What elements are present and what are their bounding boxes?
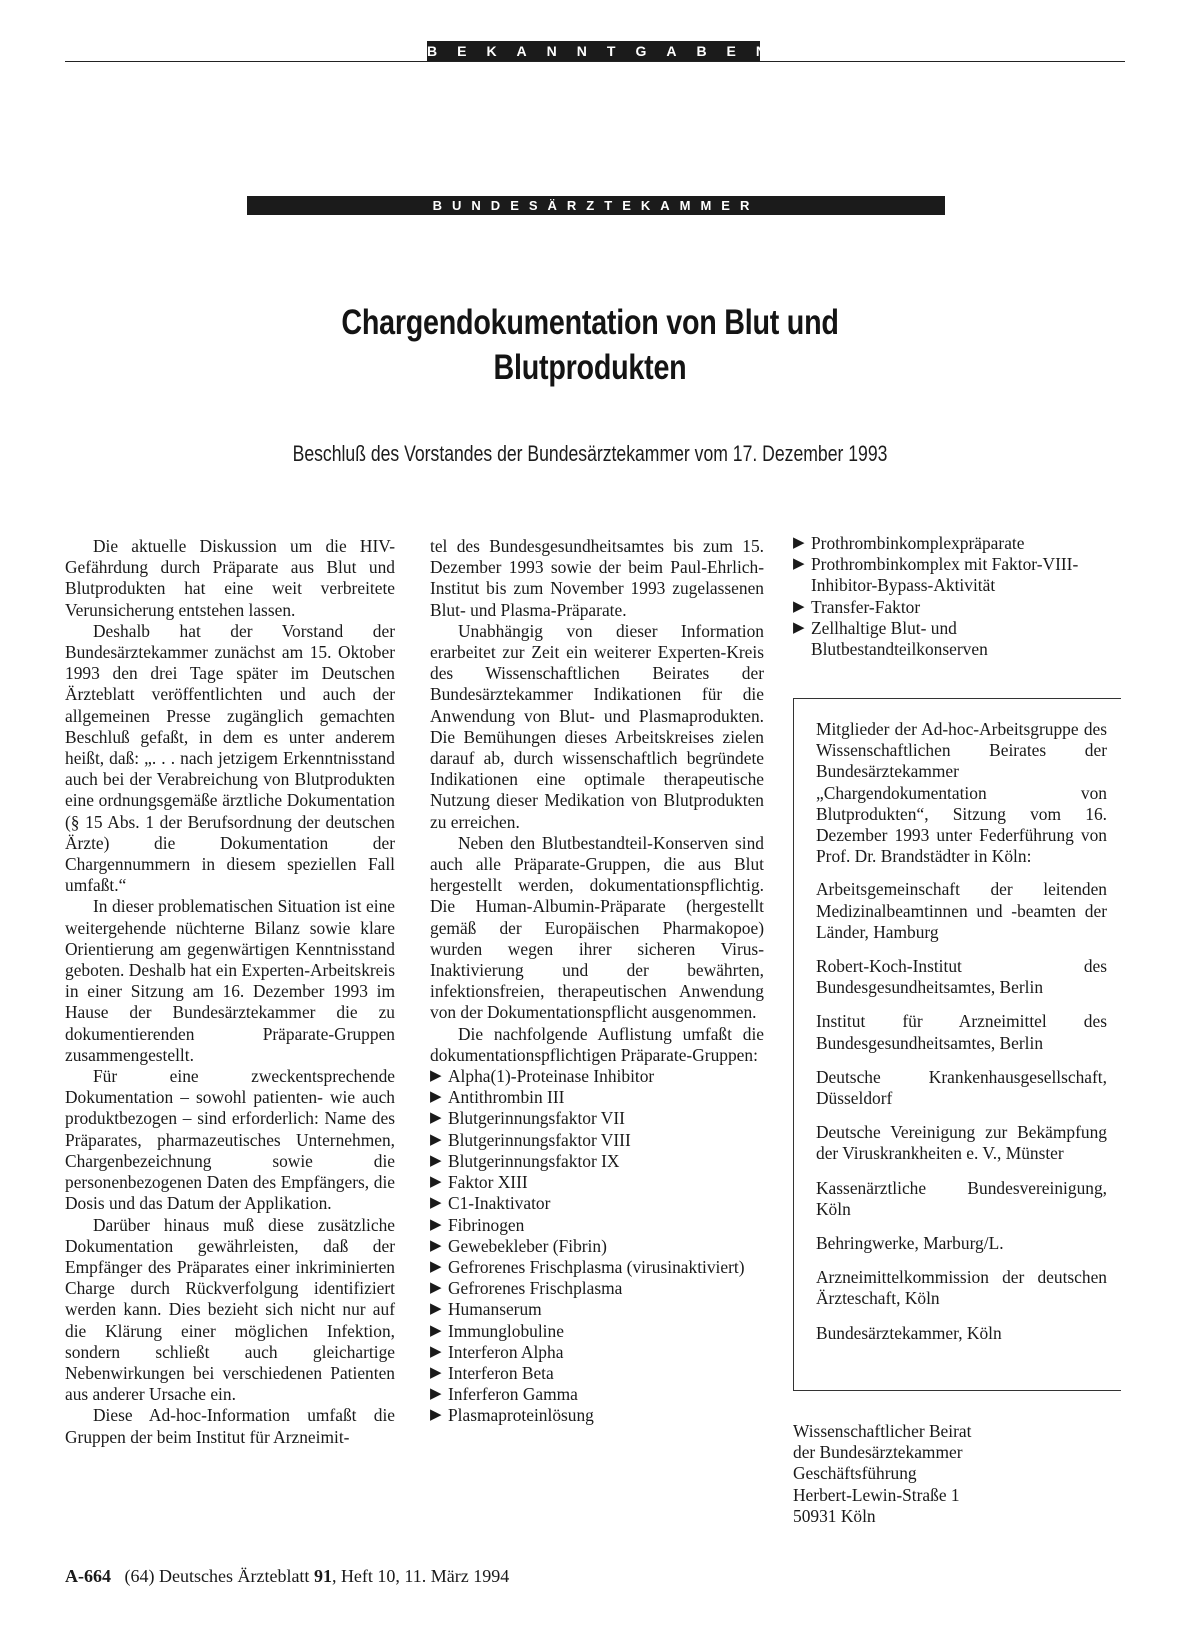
article-title [270, 300, 910, 390]
list-item-label: Gefrorenes Frischplasma (virusinaktiviert) [448, 1256, 745, 1277]
list-item-label: Antithrombin III [448, 1087, 565, 1108]
triangle-bullet-icon: ▶ [430, 1174, 442, 1191]
list-item [430, 1236, 764, 1257]
triangle-bullet-icon: ▶ [430, 1322, 442, 1339]
article-subtitle: Beschluß des Vorstandes der Bundesärztekammer vom 17. Dezember 1993 [292, 441, 888, 466]
list-item-label: Prothrombinkomplexpräparate [811, 533, 1025, 553]
signature-line: 50931 Köln [793, 1505, 876, 1526]
list-item-label: Transfer-Faktor [811, 596, 921, 617]
working-group-box [793, 698, 1121, 1391]
list-item-label: Humanserum [448, 1299, 542, 1320]
list-item-label: Gewebekleber (Fibrin) [448, 1235, 607, 1256]
member-item: Arbeitsgemeinschaft der leitenden Medizinalbeamtinnen und -beamten der Länder, Hamburg [816, 879, 1107, 942]
volume-number: 91 [313, 1566, 332, 1586]
signature-line: Herbert-Lewin-Straße 1 [793, 1484, 960, 1505]
list-item [430, 1257, 764, 1278]
member-item: Behringwerke, Marburg/L. [816, 1233, 1004, 1254]
triangle-bullet-icon: ▶ [430, 1343, 442, 1360]
list-item [430, 1066, 764, 1087]
list-item [793, 618, 1123, 660]
section-header-bekanntgaben: BEKANNTGABEN [427, 43, 786, 59]
triangle-bullet-icon: ▶ [430, 1110, 442, 1127]
list-item-label: Plasmaproteinlösung [448, 1405, 594, 1426]
paragraph-continuation: tel des Bundesgesundheitsamtes bis zum 15. Dezember 1993 sowie der beim Paul-Ehrlich-Institut bis zum November 1993 zugelassenen Blut- und Plasma-Präparate. [430, 536, 764, 620]
list-item [430, 1321, 764, 1342]
list-item-label: Interferon Alpha [448, 1341, 564, 1362]
signature-block [793, 1421, 1123, 1527]
member-item: Arzneimittelkommission der deutschen Ärzteschaft, Köln [816, 1267, 1107, 1309]
list-item-label: C1-Inaktivator [448, 1193, 551, 1214]
list-item-label: Interferon Beta [448, 1362, 554, 1383]
paragraph: Darüber hinaus muß diese zusätzliche Dokumentation gewährleisten, daß der Empfänger des Präparates einer inkriminierten Charge durch Rückverfolgung identifiziert werden kann. Dies bezieht sich nicht nur auf die Klärung einer möglichen Infektion, sondern schließt auch gleichartige Nebenwirkungen bei verschiedenen Patienten aus anderer Ursache ein. [65, 1214, 395, 1405]
list-item-label: Alpha(1)-Proteinase Inhibitor [448, 1066, 655, 1087]
list-item [430, 1108, 764, 1129]
paragraph: Diese Ad-hoc-Information umfaßt die Gruppen der beim Institut für Arzneimit- [65, 1405, 395, 1447]
list-item-label: Prothrombinkomplex mit Faktor-VIII-Inhibitor-Bypass-Aktivität [811, 554, 1079, 596]
paragraph: Die aktuelle Diskussion um die HIV-Gefährdung durch Präparate aus Blut und Blutprodukten hat eine weit verbreitete Verunsicherung entstehen lassen. [65, 536, 395, 620]
list-item-label: Blutgerinnungsfaktor VIII [448, 1129, 631, 1150]
signature-line: Wissenschaftlicher Beirat [793, 1421, 972, 1441]
member-item: Bundesärztekammer, Köln [816, 1322, 1002, 1343]
list-item-label: Inferferon Gamma [448, 1384, 578, 1405]
signature-line: der Bundesärztekammer [793, 1442, 963, 1463]
triangle-bullet-icon: ▶ [430, 1216, 442, 1233]
list-item-label: Blutgerinnungsfaktor IX [448, 1150, 620, 1171]
signature-line: Geschäftsführung [793, 1463, 917, 1484]
member-item: Kassenärztliche Bundesvereinigung, Köln [816, 1177, 1107, 1219]
working-group-intro: Mitglieder der Ad-hoc-Arbeitsgruppe des Wissenschaftlichen Beirates der Bundesärztekammer „Chargendokumentation von Blutprodukten“, Sitzung vom 16. Dezember 1993 unter Federführung von Prof. Dr. Brandstädter in Köln: [816, 719, 1107, 867]
list-item-label: Immunglobuline [448, 1320, 564, 1341]
article-title-line1: Chargendokumentation von Blut und [341, 303, 839, 342]
member-item: Deutsche Vereinigung zur Bekämpfung der Viruskrankheiten e. V., Münster [816, 1122, 1107, 1164]
column-2 [430, 536, 764, 1427]
section-header-bundesaerztekammer: BUNDESÄRZTEKAMMER [247, 196, 945, 215]
paragraph: Deshalb hat der Vorstand der Bundesärztekammer zunächst am 15. Oktober 1993 den drei Tage später im Deutschen Ärzteblatt veröffentlichten und auch der allgemeinen Presse zugänglich gemachten Beschluß gefaßt, in dem es unter anderem heißt, daß: „. . . nach jetzigem Erkenntnisstand auch bei der Verabreichung von Blutprodukten eine ordnungsgemäße ärztliche Dokumentation (§ 15 Abs. 1 der Berufsordnung der deutschen Ärzte) die Dokumentation der Chargennummern in diesem speziellen Fall umfaßt.“ [65, 620, 395, 896]
triangle-bullet-icon: ▶ [430, 1407, 442, 1424]
triangle-bullet-icon: ▶ [793, 535, 805, 551]
triangle-bullet-icon: ▶ [430, 1301, 442, 1318]
paragraph: In dieser problematischen Situation ist eine weitergehende nüchterne Bilanz sowie klare Orientierung am gegenwärtigen Kenntnisstand geboten. Deshalb hat ein Experten-Arbeitskreis in einer Sitzung am 16. Dezember 1993 im Hause der Bundesärztekammer die zu dokumentierenden Präparate-Gruppen zusammengestellt. [65, 896, 395, 1065]
list-item-label: Gefrorenes Frischplasma [448, 1278, 623, 1299]
list-item [430, 1278, 764, 1299]
list-item [430, 1342, 764, 1363]
list-item [430, 1215, 764, 1236]
list-item-label: Zellhaltige Blut- und Blutbestandteilkonserven [811, 617, 988, 660]
triangle-bullet-icon: ▶ [430, 1258, 442, 1275]
column-1 [65, 536, 395, 1448]
list-item-label: Blutgerinnungsfaktor VII [448, 1108, 625, 1129]
member-item: Institut für Arzneimittel des Bundesgesundheitsamtes, Berlin [816, 1011, 1107, 1053]
triangle-bullet-icon: ▶ [430, 1068, 442, 1085]
triangle-bullet-icon: ▶ [793, 619, 805, 636]
paragraph: Für eine zweckentsprechende Dokumentation – sowohl patienten- wie auch produktbezogen – sind erforderlich: Name des Präparates, pharmazeutisches Unternehmen, Chargenbezeichnung sowie die personenbezogenen Daten des Empfängers, die Dosis und das Datum der Applikation. [65, 1066, 395, 1214]
list-item [430, 1193, 764, 1214]
page-number: A-664 [65, 1566, 111, 1586]
page-footer [65, 1565, 765, 1587]
triangle-bullet-icon: ▶ [430, 1364, 442, 1381]
triangle-bullet-icon: ▶ [430, 1237, 442, 1254]
journal-name: (64) Deutsches Ärzteblatt [124, 1566, 310, 1586]
list-item [430, 1151, 764, 1172]
list-item [430, 1172, 764, 1193]
top-rule [65, 61, 1125, 62]
triangle-bullet-icon: ▶ [793, 598, 805, 615]
list-item [793, 533, 1123, 554]
member-item: Deutsche Krankenhausgesellschaft, Düsseldorf [816, 1066, 1107, 1109]
triangle-bullet-icon: ▶ [430, 1280, 442, 1297]
member-list [816, 879, 1107, 1343]
preparation-list [430, 1066, 764, 1426]
triangle-bullet-icon: ▶ [793, 556, 805, 573]
list-item [430, 1299, 764, 1320]
list-item [430, 1405, 764, 1426]
list-item [430, 1130, 764, 1151]
list-item [430, 1363, 764, 1384]
triangle-bullet-icon: ▶ [430, 1152, 442, 1169]
preparation-list-continued [793, 533, 1123, 660]
triangle-bullet-icon: ▶ [430, 1089, 442, 1106]
list-item [793, 597, 1123, 618]
list-item [793, 554, 1123, 596]
paragraph: Die nachfolgende Auflistung umfaßt die dokumentationspflichtigen Präparate-Gruppen: [430, 1023, 764, 1065]
triangle-bullet-icon: ▶ [430, 1195, 442, 1212]
article-title-line2: Blutprodukten [493, 348, 687, 387]
column-3 [793, 533, 1123, 660]
issue-info: , Heft 10, 11. März 1994 [331, 1566, 510, 1586]
paragraph: Neben den Blutbestandteil-Konserven sind auch alle Präparate-Gruppen, die aus Blut hergestellt werden, dokumentationspflichtig. Die Human-Albumin-Präparate (hergestellt gemäß der Europäischen Pharmakopoe) wurden wegen ihrer sicheren Virus-Inaktivierung und der bewährten, infektionsfreien, therapeutischen Anwendung von der Dokumentationspflicht ausgenommen. [430, 832, 764, 1023]
list-item-label: Faktor XIII [448, 1172, 528, 1193]
triangle-bullet-icon: ▶ [430, 1131, 442, 1148]
paragraph: Unabhängig von dieser Information erarbeitet zur Zeit ein weiterer Experten-Kreis des Wissenschaftlichen Beirates der Bundesärztekammer Indikationen für die Anwendung von Blut- und Plasmaprodukten. Die Bemühungen dieses Arbeitskreises zielen darauf ab, durch wissenschaftlich begründete Indikationen eine optimale therapeutische Nutzung dieser Medikation von Blutprodukten zu erreichen. [430, 620, 764, 832]
list-item-label: Fibrinogen [448, 1214, 525, 1235]
triangle-bullet-icon: ▶ [430, 1386, 442, 1403]
list-item [430, 1384, 764, 1405]
list-item [430, 1087, 764, 1108]
member-item: Robert-Koch-Institut des Bundesgesundheitsamtes, Berlin [816, 956, 1107, 998]
